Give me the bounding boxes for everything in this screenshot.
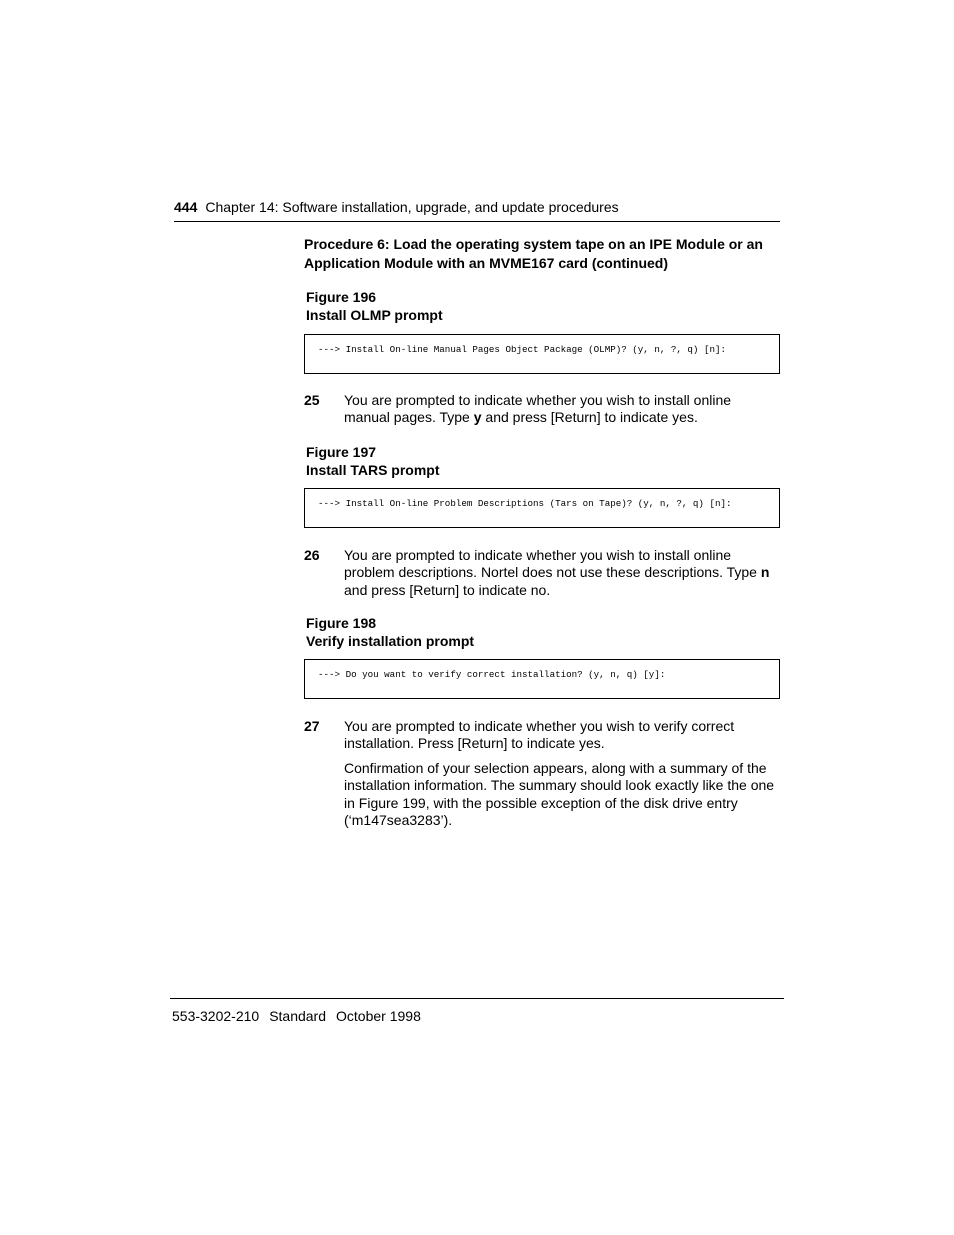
code-prompt-olmp: ---> Install On-line Manual Pages Object Package (OLMP)? (y, n, ?, q) [n]:: [318, 344, 726, 355]
code-box-verify: [304, 659, 780, 699]
figure-198-caption: [306, 615, 474, 650]
doc-date: October 1998: [336, 1008, 421, 1024]
procedure-title: Procedure 6: Load the operating system tape on an IPE Module or an Application Module with an MVME167 card (continued): [304, 236, 763, 271]
page-header: [174, 199, 619, 215]
code-prompt-verify: ---> Do you want to verify correct installation? (y, n, q) [y]:: [318, 669, 666, 680]
confirmation-paragraph: Confirmation of your selection appears, along with a summary of the installation information. The summary should look exactly like the one in Figure 199, with the possible exception of the disk drive entry (‘m147sea3283’).: [344, 760, 775, 829]
figure-number: Figure 198: [306, 615, 377, 631]
doc-number: 553-3202-210: [172, 1008, 260, 1024]
figure-number: Figure 196: [306, 289, 377, 305]
step-25: [304, 392, 780, 427]
code-box-tars: [304, 488, 780, 528]
figure-196-caption: [306, 289, 443, 324]
step-number: 26: [304, 547, 320, 563]
key-n: n: [760, 564, 770, 581]
footer-rule: [170, 998, 784, 999]
step-text-part: and press [Return] to indicate no.: [344, 581, 551, 598]
step-number: 27: [304, 718, 320, 734]
step-text: [344, 392, 780, 427]
figure-title: Install TARS prompt: [306, 461, 440, 478]
header-rule: [174, 221, 780, 222]
code-box-olmp: [304, 334, 780, 374]
page-number: 444: [174, 199, 198, 215]
doc-status: Standard: [269, 1008, 327, 1024]
step-27: [304, 718, 780, 753]
figure-title: Verify installation prompt: [306, 632, 475, 649]
figure-number: Figure 197: [306, 444, 377, 460]
chapter-title: Chapter 14: Software installation, upgrade, and update procedures: [205, 199, 619, 215]
step-26: [304, 547, 780, 599]
step-number: 25: [304, 392, 320, 408]
page-footer: [172, 1008, 431, 1024]
step-text-part: and press [Return] to indicate yes.: [481, 409, 698, 426]
figure-title: Install OLMP prompt: [306, 306, 443, 323]
step-text-part: You are prompted to indicate whether you wish to install online problem descriptions. Nortel does not use these descriptions. Type: [344, 547, 761, 581]
step-text-part: You are prompted to indicate whether you wish to install online manual pages. Type: [344, 392, 732, 426]
step-text: You are prompted to indicate whether you wish to verify correct installation. Press [Return] to indicate yes.: [344, 718, 735, 752]
figure-197-caption: [306, 444, 440, 479]
code-prompt-tars: ---> Install On-line Problem Descriptions (Tars on Tape)? (y, n, ?, q) [n]:: [318, 498, 732, 509]
key-y: y: [473, 409, 482, 426]
step-text: [344, 547, 780, 599]
